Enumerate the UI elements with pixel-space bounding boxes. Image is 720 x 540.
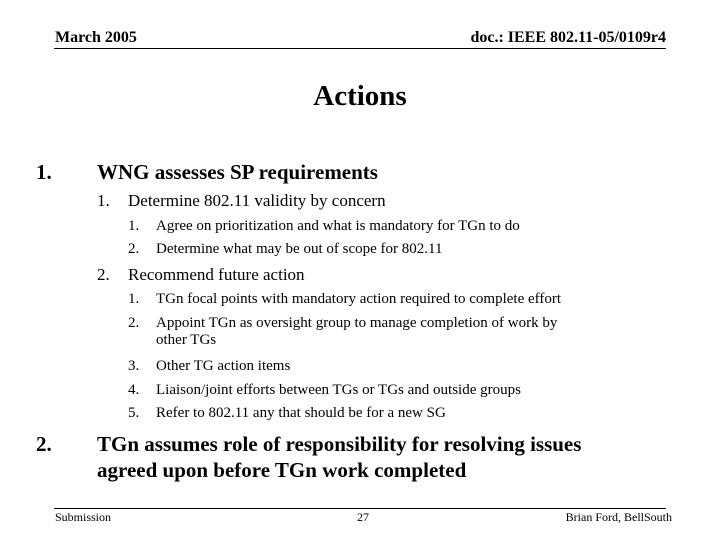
item-1-2-2-text-continued: other TGs [156,332,217,348]
item-1-2-1-number: 1. [128,291,140,307]
item-1-2-number: 2. [97,265,110,284]
slide-title: Actions [313,80,407,112]
footer-submission: Submission [55,510,112,524]
footer-author: Brian Ford, BellSouth [565,510,672,524]
item-1-1-text: Determine 802.11 validity by concern [128,191,386,210]
item-1-1-1-number: 1. [128,218,140,234]
item-2-text: TGn assumes role of responsibility for resolving issues [97,432,582,456]
item-1-text: WNG assesses SP requirements [97,160,378,184]
header-date: March 2005 [55,29,137,46]
header-rule [54,48,666,49]
item-1-2-2-text: Appoint TGn as oversight group to manage completion of work by [156,315,558,331]
item-1-2-3-number: 3. [128,358,140,374]
header-doc-id: doc.: IEEE 802.11-05/0109r4 [470,29,666,46]
item-1-2-text: Recommend future action [128,265,305,284]
footer-rule [54,508,666,509]
item-1-2-5-number: 5. [128,405,140,421]
footer-page-number: 27 [357,510,369,524]
item-1-1-number: 1. [97,191,110,210]
item-1-2-2-number: 2. [128,315,140,331]
item-1-2-3-text: Other TG action items [156,358,291,374]
item-1-2-5-text: Refer to 802.11 any that should be for a new SG [156,405,446,421]
item-1-2-4-text: Liaison/joint efforts between TGs or TGs and outside groups [156,382,521,398]
item-1-1-2-number: 2. [128,241,140,257]
item-1-2-1-text: TGn focal points with mandatory action required to complete effort [156,291,562,307]
item-2-number: 2. [36,432,52,456]
item-2-text-continued: agreed upon before TGn work completed [97,458,467,482]
item-1-number: 1. [36,160,52,184]
item-1-1-1-text: Agree on prioritization and what is mandatory for TGn to do [156,218,520,234]
item-1-1-2-text: Determine what may be out of scope for 802.11 [156,241,443,257]
item-1-2-4-number: 4. [128,382,140,398]
